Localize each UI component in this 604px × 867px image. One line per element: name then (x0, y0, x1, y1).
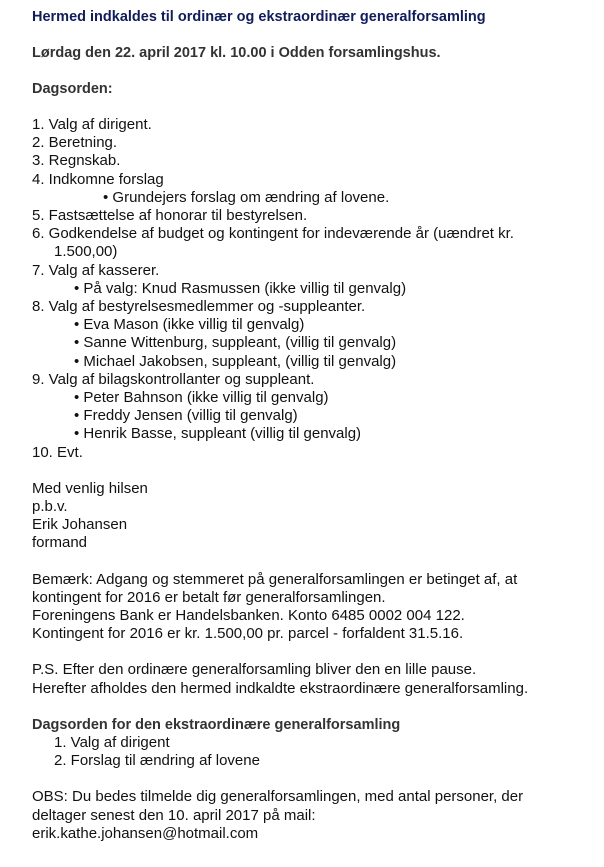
notice-line: Bemærk: Adgang og stemmeret på generalforsamlingen er betinget af, at (32, 570, 518, 588)
agenda-list (32, 116, 592, 462)
agenda-subitem: • Henrik Basse, suppleant (villig til genvalg) (74, 425, 362, 443)
agenda-item: 5. Fastsættelse af honorar til bestyrelsen. (32, 207, 308, 225)
agenda-item: 1. Valg af dirigent. (32, 116, 152, 133)
notice-line: Kontingent for 2016 er kr. 1.500,00 pr. parcel - forfaldent 31.5.16. (32, 625, 464, 643)
page-title: Hermed indkaldes til ordinær og ekstraordinær generalforsamling (32, 9, 486, 25)
email-address: erik.kathe.johansen@hotmail.com (32, 824, 259, 842)
date-line: Lørdag den 22. april 2017 kl. 10.00 i Odden forsamlingshus. (32, 45, 441, 61)
ps-line: P.S. Efter den ordinære generalforsamling bliver den en lille pause. (32, 661, 477, 679)
obs-line: OBS: Du bedes tilmelde dig generalforsamlingen, med antal personer, der (32, 788, 524, 806)
agenda-item: 7. Valg af kasserer. (32, 261, 160, 279)
agenda-subitem: • Eva Mason (ikke villig til genvalg) (74, 316, 305, 334)
agenda-heading: Dagsorden: (32, 81, 113, 97)
agenda-item: 10. Evt. (32, 443, 83, 461)
signature-line: p.b.v. (32, 498, 68, 516)
signature-block (32, 480, 592, 553)
agenda-item: 8. Valg af bestyrelsesmedlemmer og -suppleanter. (32, 298, 366, 316)
agenda-item: 2. Beretning. (32, 134, 118, 152)
agenda-subitem: • På valg: Knud Rasmussen (ikke villig til genvalg) (74, 279, 407, 297)
notice-line: Foreningens Bank er Handelsbanken. Konto 6485 0002 004 122. (32, 607, 465, 625)
document (32, 8, 592, 843)
obs-line: deltager senest den 10. april 2017 på mail: (32, 806, 316, 824)
agenda-item: 6. Godkendelse af budget og kontingent for indeværende år (uændret kr. 1.500,00) (32, 225, 514, 261)
agenda-subitem: • Freddy Jensen (villig til genvalg) (74, 407, 298, 425)
agenda-item: 9. Valg af bilagskontrollanter og suppleant. (32, 370, 315, 388)
agenda-item: 3. Regnskab. (32, 152, 121, 170)
agenda-subitem: • Peter Bahnson (ikke villig til genvalg) (74, 389, 329, 407)
ps-line: Herefter afholdes den hermed indkaldte ekstraordinære generalforsamling. (32, 679, 529, 697)
notice-block (32, 571, 592, 644)
extra-agenda-list (32, 734, 592, 770)
extra-agenda-item: 1. Valg af dirigent (54, 733, 170, 751)
notice-line: kontingent for 2016 er betalt før generalforsamlingen. (32, 588, 386, 606)
agenda-subitem: • Sanne Wittenburg, suppleant, (villig til genvalg) (74, 334, 397, 352)
agenda-item: 4. Indkomne forslag (32, 170, 164, 188)
signature-line: formand (32, 534, 88, 552)
obs-block (32, 788, 592, 843)
ps-block (32, 661, 592, 697)
signature-line: Med venlig hilsen (32, 479, 148, 497)
agenda-subitem: • Grundejers forslag om ændring af lovene. (103, 188, 390, 206)
agenda-subitem: • Michael Jakobsen, suppleant, (villig til genvalg) (74, 352, 397, 370)
extra-agenda-item: 2. Forslag til ændring af lovene (54, 752, 260, 770)
extra-agenda-heading: Dagsorden for den ekstraordinære generalforsamling (32, 716, 401, 733)
signature-line: Erik Johansen (32, 516, 128, 534)
